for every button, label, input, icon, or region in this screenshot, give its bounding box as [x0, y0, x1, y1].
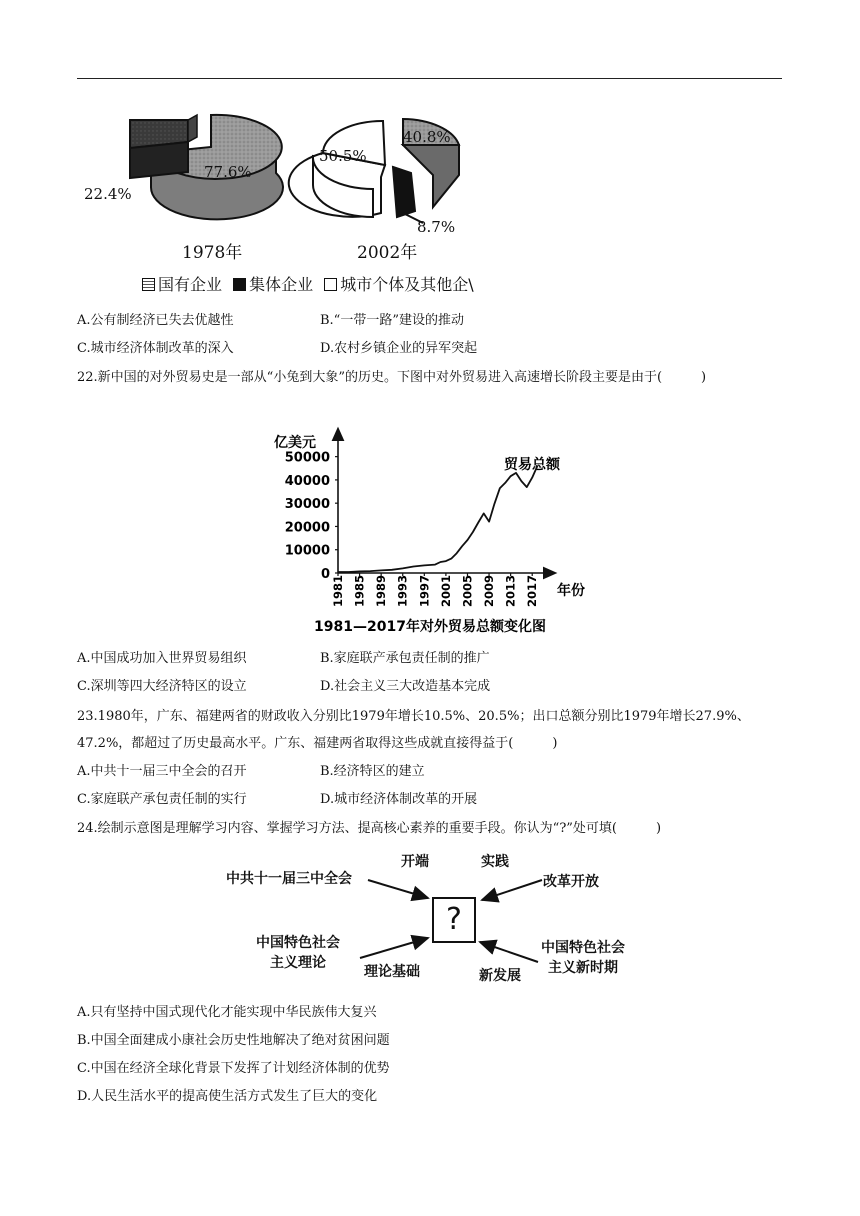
y-axis-label: 亿美元: [274, 435, 316, 451]
arrow-bottom-left: [360, 938, 428, 958]
diagram-kaiduan: 开端: [401, 854, 429, 870]
legend-swatch-collective: [233, 278, 246, 291]
series-label: 贸易总额: [504, 457, 560, 473]
arrow-top-left: [368, 880, 428, 898]
x-tick-label: 1997: [417, 574, 432, 607]
q24-stem: 24.绘制示意图是理解学习内容、掌握学习方法、提高核心素养的重要手段。你认为“?”处可填( ): [77, 821, 662, 836]
q24-option-d[interactable]: D.人民生活水平的提高使生活方式发生了巨大的变化: [77, 1089, 378, 1104]
legend-swatch-private: [324, 278, 337, 291]
trade-total-line: [338, 466, 538, 573]
legend-label-private: 城市个体及其他企\: [340, 275, 474, 294]
q24-option-c[interactable]: C.中国在经济全球化背景下发挥了计划经济体制的优势: [77, 1061, 390, 1076]
legend-item-state: [142, 275, 222, 294]
y-tick-label: 10000: [284, 543, 330, 559]
q22-stem: 22.新中国的对外贸易史是一部从“小兔到大象”的历史。下图中对外贸易进入高速增长阶段主要是由于( ): [77, 370, 707, 385]
q22-option-a[interactable]: A.中国成功加入世界贸易组织: [77, 651, 247, 666]
x-tick-label: 1981: [331, 574, 345, 607]
chart-title: 1981—2017年对外贸易总额变化图: [314, 619, 546, 635]
trade-chart-svg: [260, 425, 600, 640]
legend-label-state: 国有企业: [158, 275, 223, 294]
legend-item-collective: [233, 275, 313, 294]
q24-option-a[interactable]: A.只有坚持中国式现代化才能实现中华民族伟大复兴: [77, 1005, 377, 1020]
q21-option-c[interactable]: C.城市经济体制改革的深入: [77, 341, 234, 356]
q21-option-a[interactable]: A.公有制经济已失去优越性: [77, 313, 234, 328]
diagram-top-left: 中共十一届三中全会: [226, 871, 352, 887]
y-tick-label: 20000: [284, 520, 330, 536]
x-tick-label: 2013: [503, 574, 518, 607]
q23-option-a[interactable]: A.中共十一届三中全会的召开: [77, 764, 247, 779]
y-tick-label: 40000: [284, 473, 330, 489]
q21-option-b[interactable]: B.“一带一路”建设的推动: [320, 313, 464, 328]
pie-legend: [142, 272, 474, 295]
legend-item-private: [324, 275, 473, 294]
y-tick-label: 50000: [284, 450, 330, 466]
arrow-top-right: [482, 880, 542, 900]
x-axis-label: 年份: [557, 583, 585, 599]
pie-2002-slice-collective: [393, 167, 415, 217]
x-tick-label: 1989: [374, 574, 389, 607]
diagram-shijian: 实践: [481, 854, 509, 870]
q22-option-c[interactable]: C.深圳等四大经济特区的设立: [77, 679, 247, 694]
diagram-bottom-right: 中国特色社会 主义新时期: [541, 940, 625, 976]
x-tick-label: 1985: [352, 574, 367, 607]
q23-option-c[interactable]: C.家庭联产承包责任制的实行: [77, 792, 247, 807]
diagram-bottom-left: 中国特色社会 主义理论: [256, 935, 340, 971]
pie-2002-year: 2002年: [357, 243, 418, 263]
pie-2002-label-state: 40.8%: [403, 128, 451, 146]
legend-label-collective: 集体企业: [249, 275, 314, 294]
x-tick-label: 2009: [482, 574, 497, 607]
q23-stem: 23.1980年，广东、福建两省的财政收入分别比1979年增长10.5%、20.5%；出口总额分别比1979年增长27.9%、47.2%，都超过了历史最高水平。广东、福建两省取得这些成就直接得益于( ): [77, 709, 750, 751]
q23-option-d[interactable]: D.城市经济体制改革的开展: [320, 792, 478, 807]
diagram-lilun: 理论基础: [364, 964, 420, 980]
diagram-top-right: 改革开放: [543, 874, 599, 890]
y-tick-label: 0: [320, 567, 330, 582]
pie-1978-year: 1978年: [182, 243, 243, 263]
q21-option-d[interactable]: D.农村乡镇企业的异军突起: [320, 341, 478, 356]
pie-1978-label-state: 77.6%: [204, 163, 252, 181]
pie-2002-label-private: 50.5%: [319, 147, 367, 165]
legend-swatch-state: [142, 278, 155, 291]
x-tick-label: 2001: [438, 574, 453, 607]
diagram-center-question-box: ?: [432, 897, 476, 943]
q22-option-d[interactable]: D.社会主义三大改造基本完成: [320, 679, 491, 694]
pie-2002-label-collective: 8.7%: [417, 218, 456, 236]
q22-option-b[interactable]: B.家庭联产承包责任制的推广: [320, 651, 490, 666]
header-rule: [77, 78, 782, 79]
arrow-bottom-right: [480, 942, 538, 962]
q24-option-b[interactable]: B.中国全面建成小康社会历史性地解决了绝对贫困问题: [77, 1033, 390, 1048]
y-tick-label: 30000: [284, 497, 330, 513]
x-tick-label: 2017: [525, 574, 540, 607]
diagram-xinfazhan: 新发展: [479, 968, 521, 984]
x-tick-label: 1993: [395, 574, 410, 607]
x-tick-label: 2005: [460, 574, 475, 607]
q23-option-b[interactable]: B.经济特区的建立: [320, 764, 425, 779]
pie-1978-label-collective: 22.4%: [84, 185, 132, 203]
